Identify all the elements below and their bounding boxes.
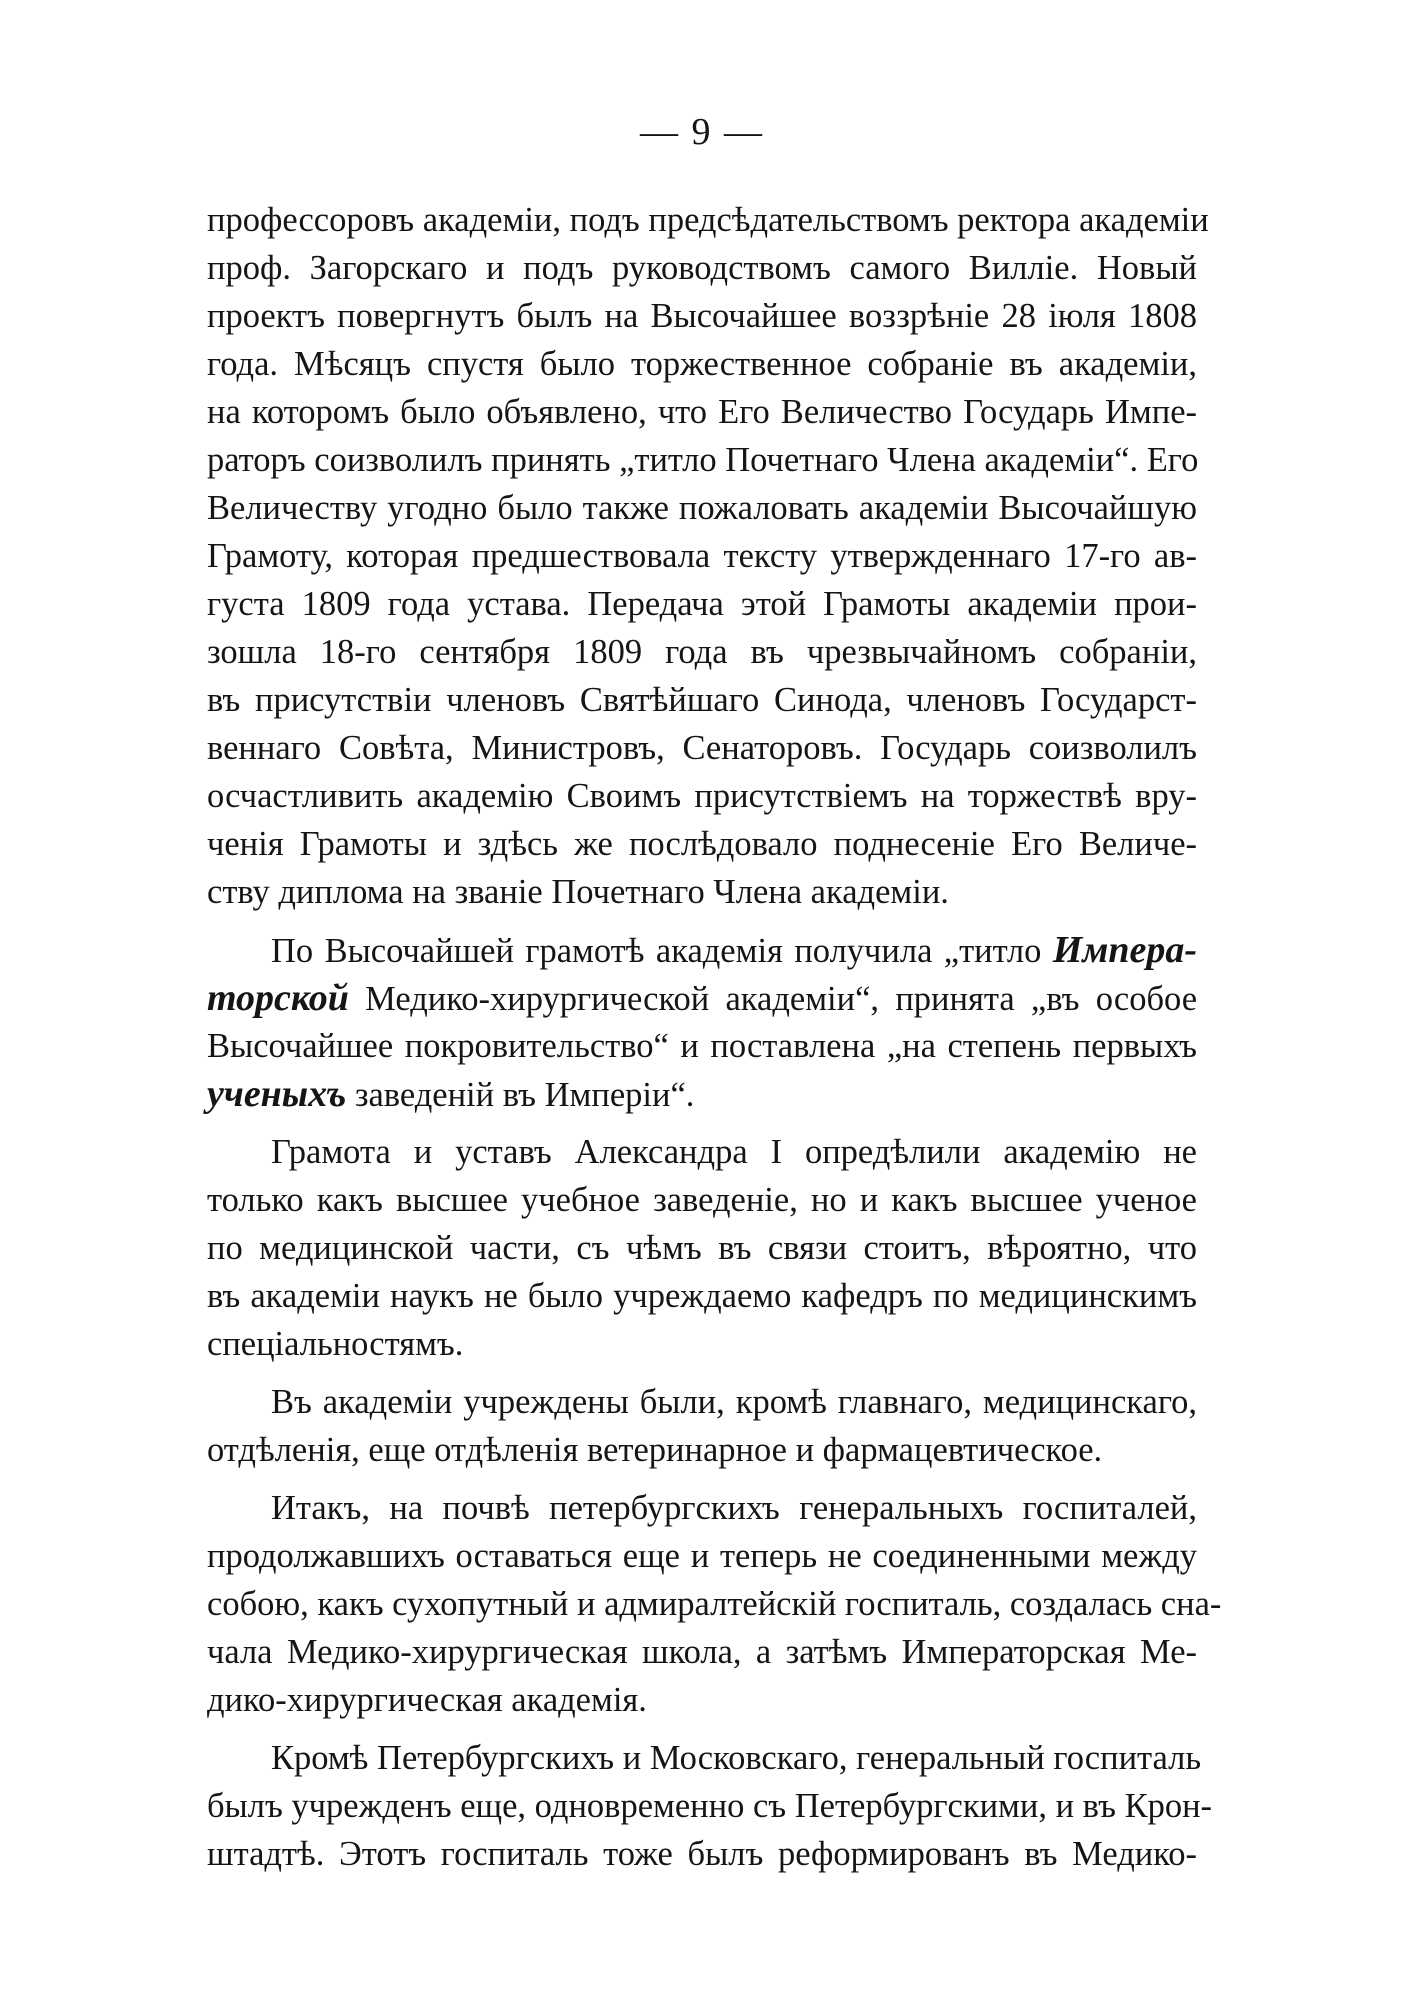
paragraph-3 bbox=[207, 1128, 1197, 1368]
text-line: раторъ соизволилъ принять „титло Почетнаго Члена академіи“. Его bbox=[207, 441, 1199, 479]
paragraph-2 bbox=[207, 926, 1197, 1118]
text-line: Итакъ, на почвѣ петербургскихъ генеральныхъ госпиталей, bbox=[271, 1489, 1197, 1527]
text-line: штадтѣ. Этотъ госпиталь тоже былъ реформированъ въ Медико- bbox=[207, 1835, 1197, 1873]
paragraph-5 bbox=[207, 1484, 1222, 1724]
text-line: отдѣленія, еще отдѣленія ветеринарное и фармацевтическое. bbox=[207, 1431, 1103, 1469]
paragraph-4 bbox=[207, 1378, 1197, 1474]
text-line: Высочайшее покровительство“ и поставлена „на степень первыхъ bbox=[207, 1027, 1197, 1065]
paragraph-6 bbox=[207, 1734, 1213, 1878]
text-run: По Высочайшей грамотѣ академія получила „титло bbox=[271, 932, 1042, 970]
text-line: проф. Загорскаго и подъ руководствомъ самого Вилліе. Новый bbox=[207, 249, 1197, 287]
text-line bbox=[207, 1070, 1197, 1118]
text-line: Грамота и уставъ Александра I опредѣлили академію не bbox=[271, 1133, 1197, 1171]
text-line: на которомъ было объявлено, что Его Величество Государь Импе- bbox=[207, 393, 1197, 431]
text-line bbox=[207, 974, 1197, 1022]
text-line: по медицинской части, съ чѣмъ въ связи стоитъ, вѣроятно, что bbox=[207, 1229, 1197, 1267]
text-line: дико-хирургическая академія. bbox=[207, 1681, 647, 1719]
text-line: зошла 18-го сентября 1809 года въ чрезвычайномъ собраніи, bbox=[207, 633, 1197, 671]
body-text bbox=[207, 196, 1222, 1878]
text-line: осчастливить академію Своимъ присутствіемъ на торжествѣ вру- bbox=[207, 777, 1197, 815]
text-line: веннаго Совѣта, Министровъ, Сенаторовъ. Государь соизволилъ bbox=[207, 729, 1197, 767]
text-run: Медико-хирургической академіи“, принята „въ особое bbox=[365, 980, 1198, 1018]
text-line: въ присутствіи членовъ Святѣйшаго Синода, членовъ Государст- bbox=[207, 681, 1197, 719]
text-run: заведеній въ Имперіи“. bbox=[354, 1076, 695, 1114]
text-line: спеціальностямъ. bbox=[207, 1325, 464, 1363]
emphasis-text: Импера- bbox=[1052, 929, 1198, 971]
page-number: — 9 — bbox=[640, 111, 764, 153]
text-line: былъ учрежденъ еще, одновременно съ Петербургскими, и въ Крон- bbox=[207, 1787, 1213, 1825]
text-line: продолжавшихъ оставаться еще и теперь не соединенными между bbox=[207, 1537, 1197, 1575]
text-line: Величеству угодно было также пожаловать академіи Высочайшую bbox=[207, 489, 1197, 527]
text-line: Кромѣ Петербургскихъ и Московскаго, генеральный госпиталь bbox=[271, 1739, 1202, 1777]
text-line bbox=[207, 926, 1197, 974]
text-line: густа 1809 года устава. Передача этой Грамоты академіи прои- bbox=[207, 585, 1197, 623]
text-line: года. Мѣсяцъ спустя было торжественное собраніе въ академіи, bbox=[207, 345, 1197, 383]
text-line: Грамоту, которая предшествовала тексту утвержденнаго 17-го ав- bbox=[207, 537, 1197, 575]
emphasis-text: ученыхъ bbox=[207, 1073, 347, 1115]
text-line: ченія Грамоты и здѣсь же послѣдовало поднесеніе Его Величе- bbox=[207, 825, 1197, 863]
text-line: ству диплома на званіе Почетнаго Члена академіи. bbox=[207, 873, 949, 911]
emphasis-text: торской bbox=[207, 977, 349, 1019]
paragraph-1 bbox=[207, 196, 1209, 916]
text-line: профессоровъ академіи, подъ предсѣдательствомъ ректора академіи bbox=[207, 201, 1209, 239]
text-line: собою, какъ сухопутный и адмиралтейскій госпиталь, создалась сна- bbox=[207, 1585, 1222, 1623]
text-line: чала Медико-хирургическая школа, а затѣмъ Императорская Ме- bbox=[207, 1633, 1197, 1671]
text-line: Въ академіи учреждены были, кромѣ главнаго, медицинскаго, bbox=[271, 1383, 1197, 1421]
text-line: только какъ высшее учебное заведеніе, но и какъ высшее ученое bbox=[207, 1181, 1197, 1219]
text-line: въ академіи наукъ не было учреждаемо кафедръ по медицинскимъ bbox=[207, 1277, 1197, 1315]
text-line: проектъ повергнутъ былъ на Высочайшее воззрѣніе 28 іюля 1808 bbox=[207, 297, 1197, 335]
